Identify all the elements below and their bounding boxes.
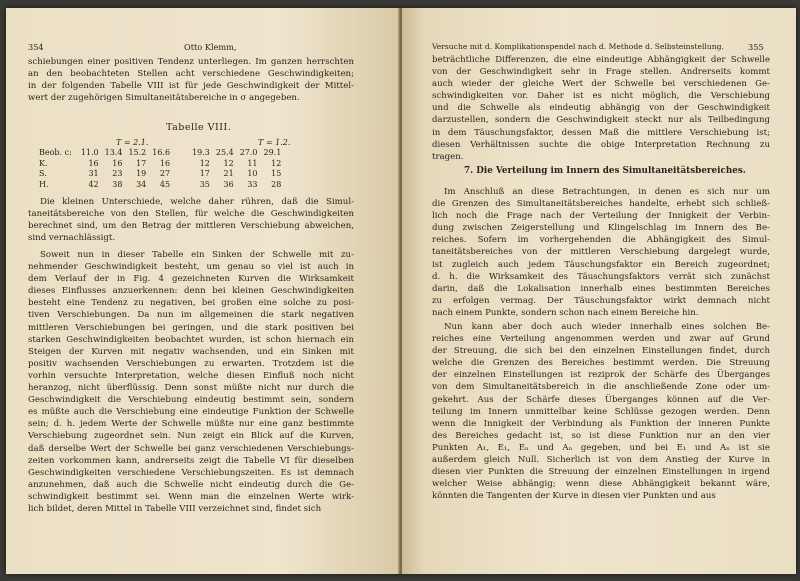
right-paragraph-1 — [432, 186, 770, 319]
text-line: nach einem Punkte, sondern schon nach einem Bereiche hin. — [432, 307, 699, 318]
section-heading: 7. Die Verteilung im Innern des Simultaneitätsbereiches. — [464, 166, 746, 176]
table-group-label-1: T = 2.1. — [116, 138, 149, 147]
table-row — [36, 169, 284, 180]
table-cell: 13.4 — [104, 148, 123, 157]
table-row-label: S. — [39, 169, 47, 179]
text-line: von der Geschwindigkeit sehr in Frage stellen. Andrerseits kommt — [432, 67, 770, 78]
table-cell: 28 — [271, 179, 282, 189]
table-cell: 16.6 — [152, 148, 171, 157]
table-row-label: Beob. c: — [39, 148, 72, 157]
left-paragraph-1 — [28, 196, 354, 244]
text-line: positiv wachsenden Verschiebungen zu erwarten. Trotzdem ist die — [28, 358, 354, 369]
text-line: es müßte auch die Verschiebung eine eindeutige Funktion der Schwelle — [28, 407, 354, 418]
text-line: tragen. — [432, 151, 464, 162]
text-line: lich bildet, deren Mittel in Tabelle VIII verzeichnet sind, findet sich — [28, 503, 322, 514]
text-line: darin, daß die Lokalisation innerhalb eines bestimmten Bereiches — [432, 283, 770, 294]
text-line: könnten die Tangenten der Kurve in diesen vier Punkten und aus — [432, 491, 716, 502]
table-cell: 29.1 — [263, 148, 282, 157]
running-head-right: Versuche mit d. Komplikationspendel nach d. Methode d. Selbsteinstellung. — [432, 42, 724, 51]
text-line: reiches. Sofern im vorhergehenden die Abhängigkeit des Simul- — [432, 235, 770, 246]
text-line: an den beobachteten Stellen acht verschiedene Geschwindigkeiten; — [28, 69, 354, 80]
text-line: besteht eine Tendenz zu negativen, bei großen eine solche zu posi- — [28, 298, 354, 309]
text-line: reiches eine Verteilung angenommen werden und zwar auf Grund — [432, 334, 770, 345]
text-line: wert der zugehörigen Simultaneitätsbereiche in σ angegeben. — [28, 93, 300, 104]
table-row-label: H. — [39, 179, 49, 189]
text-line: Verschiebung zugeordnet sein. Nun zeigt ein Blick auf die Kurven, — [28, 431, 354, 442]
table-cell: 33 — [247, 179, 258, 189]
table-cell: 27.0 — [239, 148, 258, 157]
text-line: Punkten A₁, E₁, Eₙ und Aₙ gegeben, und bei E₁ und Aₙ ist sie — [432, 442, 770, 453]
text-line: ist zugleich auch jedem Täuschungsfaktor ein Bereich zugeordnet; — [432, 259, 770, 270]
running-head-left: Otto Klemm, — [184, 42, 237, 52]
right-paragraph-2 — [432, 321, 770, 502]
text-line: sind vernachlässigt. — [28, 233, 116, 244]
text-line: schwindigkeiten vor. Daher ist es nicht möglich, die Verschiebung — [432, 91, 770, 102]
text-line: Die kleinen Unterschiede, welche daher rühren, daß die Simul- — [40, 197, 354, 207]
table-cell: 11.0 — [80, 148, 99, 157]
table-cell: 19.3 — [192, 148, 210, 157]
text-line: nehmender Geschwindigkeit besteht, um genau so viel ist auch in — [28, 262, 354, 273]
text-line: beträchtliche Differenzen, die eine eindeutige Abhängigkeit der Schwelle — [432, 55, 770, 65]
table-cell: 25.4 — [215, 148, 234, 157]
table-cell: 11 — [247, 158, 258, 168]
text-line: von dem Simultaneitätsbereich in die anschließende Zone oder um- — [432, 382, 770, 393]
text-line: schwindigkeit bestimmt sei. Wenn man die einzelnen Werte wirk- — [28, 491, 354, 502]
table-cell: 17 — [199, 169, 210, 179]
text-line: heranzog, nicht überflüssig. Denn sonst müßte nicht nur durch die — [28, 383, 354, 394]
table-cell: 10 — [247, 169, 258, 179]
text-line: Steigen der Kurven mit negativ wachsenden, und ein Sinken mit — [28, 346, 354, 357]
table-cell: 31 — [88, 169, 99, 179]
page-number-left: 354 — [28, 42, 44, 52]
text-line: außerdem gleich Null. Sicherlich ist von dem Anstieg der Kurve in — [432, 455, 770, 466]
text-line: anzunehmen, daß auch die Schwelle nicht eindeutig durch die Ge- — [28, 479, 354, 490]
table-cell: 23 — [112, 169, 123, 179]
text-line: diesen Verhältnissen suchte die obige Interpretation Rechnung zu — [432, 139, 770, 150]
text-line: wenn die Innigkeit der Verbindung als Funktion der inneren Punkte — [432, 418, 770, 429]
text-line: tiven Verschiebungen. Da nun im allgemeinen die stark negativen — [28, 310, 354, 321]
left-intro-paragraph — [28, 56, 354, 104]
text-line: dem Verlauf der in Fig. 4 gezeichneten Kurven die Wirksamkeit — [28, 274, 354, 285]
text-line: welche die Grenzen des Bereiches bestimmt werden. Die Streuung — [432, 358, 770, 369]
table-cell: 17 — [136, 158, 147, 168]
text-line: diesen vier Punkten die Streuung der einzelnen Einstellungen in irgend — [432, 467, 770, 478]
table-cell: 16 — [112, 158, 123, 168]
text-line: dung zwischen Zeigerstellung und Klingelschlag im Innern des Be- — [432, 223, 770, 234]
data-table — [36, 148, 284, 190]
table-cell: 16 — [159, 158, 171, 168]
table-cell: 12 — [223, 158, 234, 168]
text-line: zu erfolgen vermag. Der Täuschungsfaktor wirkt demnach nicht — [432, 295, 770, 306]
text-line: sein; d. h. jedem Werte der Schwelle müßte nur eine ganz bestimmte — [28, 419, 354, 430]
table-cell: 12 — [271, 158, 282, 168]
table-cell: 42 — [88, 179, 99, 189]
text-line: mittleren Verschiebungen bei geringen, und die stark positiven bei — [28, 322, 354, 333]
book-spread — [6, 8, 796, 574]
table-cell: 45 — [159, 179, 171, 189]
left-paragraph-2 — [28, 249, 354, 515]
text-line: teilung im Innern unmittelbar keine Schlüsse gezogen werden. Denn — [432, 406, 770, 417]
text-line: Soweit nun in dieser Tabelle ein Sinken der Schwelle mit zu- — [40, 250, 354, 260]
left-page — [6, 8, 400, 574]
text-line: darzustellen, sondern die Geschwindigkeit steckt nur als Teilbedingung — [432, 115, 770, 126]
table-cell: 19 — [136, 169, 147, 179]
table-cell: 38 — [112, 179, 123, 189]
text-line: der einzelnen Einstellungen ist reziprok der Schärfe des Überganges — [432, 370, 770, 381]
text-line: die Grenzen des Simultaneitätsbereiches handelte, erhebt sich schließ- — [432, 199, 770, 210]
text-line: daß derselbe Wert der Schwelle bei ganz verschiedenen Verschiebungs- — [28, 443, 354, 454]
text-line: Geschwindigkeiten verschiedene Verschiebungszeiten. Es ist demnach — [28, 467, 354, 478]
table-row-label: K. — [39, 158, 48, 168]
table-gap — [173, 169, 189, 180]
table-cell: 15.2 — [128, 148, 147, 157]
table-gap — [173, 148, 189, 159]
text-line: in dem Täuschungsfaktor, dessen Maß die mittlere Verschiebung ist; — [432, 127, 770, 138]
text-line: des Bereiches gedacht ist, so ist diese Funktion nur an den vier — [432, 430, 770, 441]
text-line: Nun kann aber doch auch wieder innerhalb eines solchen Be- — [444, 322, 770, 332]
text-line: schiebungen einer positiven Tendenz unterliegen. Im ganzen herrschten — [28, 57, 354, 67]
table-cell: 27 — [159, 169, 171, 179]
table-cell: 16 — [88, 158, 99, 168]
text-line: dieses Einflusses anzuerkennen: denn bei kleinen Geschwindigkeiten — [28, 286, 354, 297]
table-group-label-2: T = 1.2. — [258, 138, 291, 147]
text-line: gekehrt. Aus der Schärfe dieses Überganges können auf die Ver- — [432, 394, 770, 405]
text-line: lich noch die Frage nach der Verteilung der Innigkeit der Verbin- — [432, 211, 770, 222]
text-line: welcher Weise abhängig; wenn diese Abhängigkeit bekannt wäre, — [432, 479, 770, 490]
table-row — [36, 159, 284, 170]
text-line: taneitätsbereiche von den Stellen, für welche die Geschwindigkeiten — [28, 209, 354, 220]
table-row — [36, 148, 284, 159]
table-gap — [173, 180, 189, 191]
text-line: und die Schwelle als eindeutig abhängig von der Geschwindigkeit — [432, 103, 770, 114]
page-number-right: 355 — [748, 42, 764, 52]
table-cell: 12 — [199, 158, 210, 168]
table-title: Tabelle VIII. — [166, 122, 232, 133]
text-line: taneitätsbereiches von der mittleren Verschiebung dargelegt wurde, — [432, 247, 770, 258]
table-cell: 34 — [136, 179, 147, 189]
text-line: zeiten vorkommen kann, andrerseits zeigt die Tabelle VI für dieselben — [28, 455, 354, 466]
table-cell: 35 — [199, 179, 210, 189]
text-line: der Streuung, die sich bei den einzelnen Einstellungen findet, durch — [432, 346, 770, 357]
text-line: d. h. die Wirksamkeit des Täuschungsfaktors verrät sich zunächst — [432, 271, 770, 282]
table-gap — [173, 159, 189, 170]
text-line: berechnet sind, um den Betrag der mittleren Verschiebung abweichen, — [28, 221, 354, 232]
table-cell: 15 — [271, 169, 282, 179]
right-page — [402, 8, 796, 574]
right-paragraph-0 — [432, 54, 770, 163]
text-line: vorhin versuchte Interpretation, welche diesen Einfluß noch nicht — [28, 370, 354, 381]
text-line: starken Geschwindigkeiten beobachtet wurden, ist schon hiernach ein — [28, 334, 354, 345]
text-line: Geschwindigkeit die Verschiebung eindeutig bestimmt sein, sondern — [28, 395, 354, 406]
table-cell: 36 — [223, 179, 234, 189]
table-row — [36, 180, 284, 191]
text-line: auch wieder der gleiche Wert der Schwelle bei verschiedenen Ge- — [432, 79, 770, 90]
text-line: Im Anschluß an diese Betrachtungen, in denen es sich nur um — [444, 187, 770, 197]
text-line: in der folgenden Tabelle VIII ist für jede Geschwindigkeit der Mittel- — [28, 81, 354, 92]
table-cell: 21 — [223, 169, 234, 179]
